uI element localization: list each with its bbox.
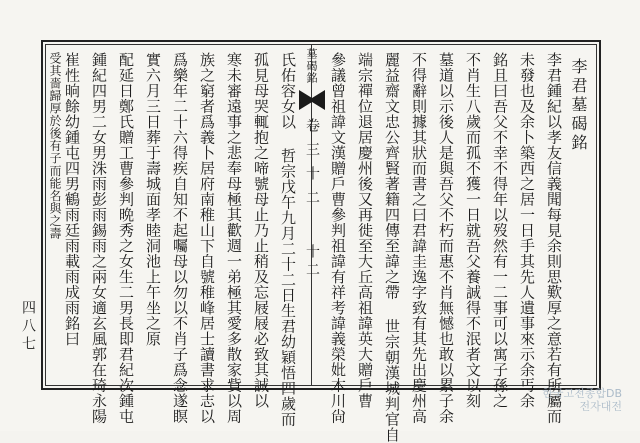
text-column: 端宗禪位退居慶州後又再徙至大丘高祖諱英大贈戶曹 — [356, 52, 374, 409]
text-column: 未發也及余卜築西之居一日手其先人遺事來示余丐余 — [518, 52, 536, 409]
text-column: 麗益齋文忠公齊賢著籍四傳至諱之帶 世宗朝漢城判官自 — [383, 52, 401, 443]
text-column: 不得辭則據其狀而書之曰君諱圭逸字致有其先出慶州高 — [410, 52, 428, 424]
text-column: 爲樂年二十六得疾自知不起囑母以勿以不肖子爲念遂瞑 — [171, 52, 189, 424]
fold-volume: 卷三十二 — [304, 118, 320, 214]
fold-header: 墓碣銘 — [305, 48, 318, 84]
document-title: 李君墓碣銘 — [569, 58, 588, 153]
text-column: 氏佑容女以 哲宗戊午九月二十二日生君幼穎悟四歲而 — [279, 52, 297, 427]
text-column: 李君鍾紀以孝友信義聞每見余則思歎厚之意若有所屬而 — [545, 52, 563, 424]
text-column: 墓道以示後人是與吾父不朽而惠不肖無憾也敢以累子余 — [437, 52, 455, 424]
watermark-line: 한국고전종합DB — [542, 387, 622, 400]
text-column: 配延日鄭氏贈工曹參判晩秀之女生二男長即君紀次鍾屯 — [117, 52, 135, 424]
text-column: 實六月三日葬于壽城面孝睦洞池上午坐之原 — [144, 52, 162, 347]
page-number: 四八七 — [20, 300, 36, 354]
text-column: 孤見母哭輒抱之啼號母止乃止稍及忘屐屐必致其誠以 — [252, 52, 270, 409]
text-column: 受其嗇歸厚於後有子而能名與之壽 — [48, 52, 62, 240]
text-column: 不肖生八歲而孤不獲一日就吾父養誠得不泯者文以刻 — [464, 52, 482, 409]
text-column: 寒未審遠事之悲奉母極其歡週一弟極其愛多散家貲以周 — [225, 52, 243, 424]
text-column: 參議曾祖諱文漢贈戶曹參判祖諱有祥考諱義榮妣木川尙 — [329, 52, 347, 424]
watermark-line: 전자대전 — [579, 400, 622, 413]
fold-leaf: 十二 — [304, 244, 320, 280]
text-column: 族之窮者爲義卜居府南稚山下自號稚峰居士讀書求志以 — [198, 52, 216, 424]
text-column: 銘且曰吾父不幸不得年以歿然有一二事可以寓子孫之 — [491, 52, 509, 409]
text-column: 鍾紀四男二女男洙雨彭雨錫雨之兩女適玄風郭在琦永陽 — [90, 52, 108, 424]
watermark — [542, 387, 622, 413]
text-column: 崔性晌餘幼鍾屯四男鶴雨廷雨載雨成雨銘曰 — [63, 52, 81, 347]
